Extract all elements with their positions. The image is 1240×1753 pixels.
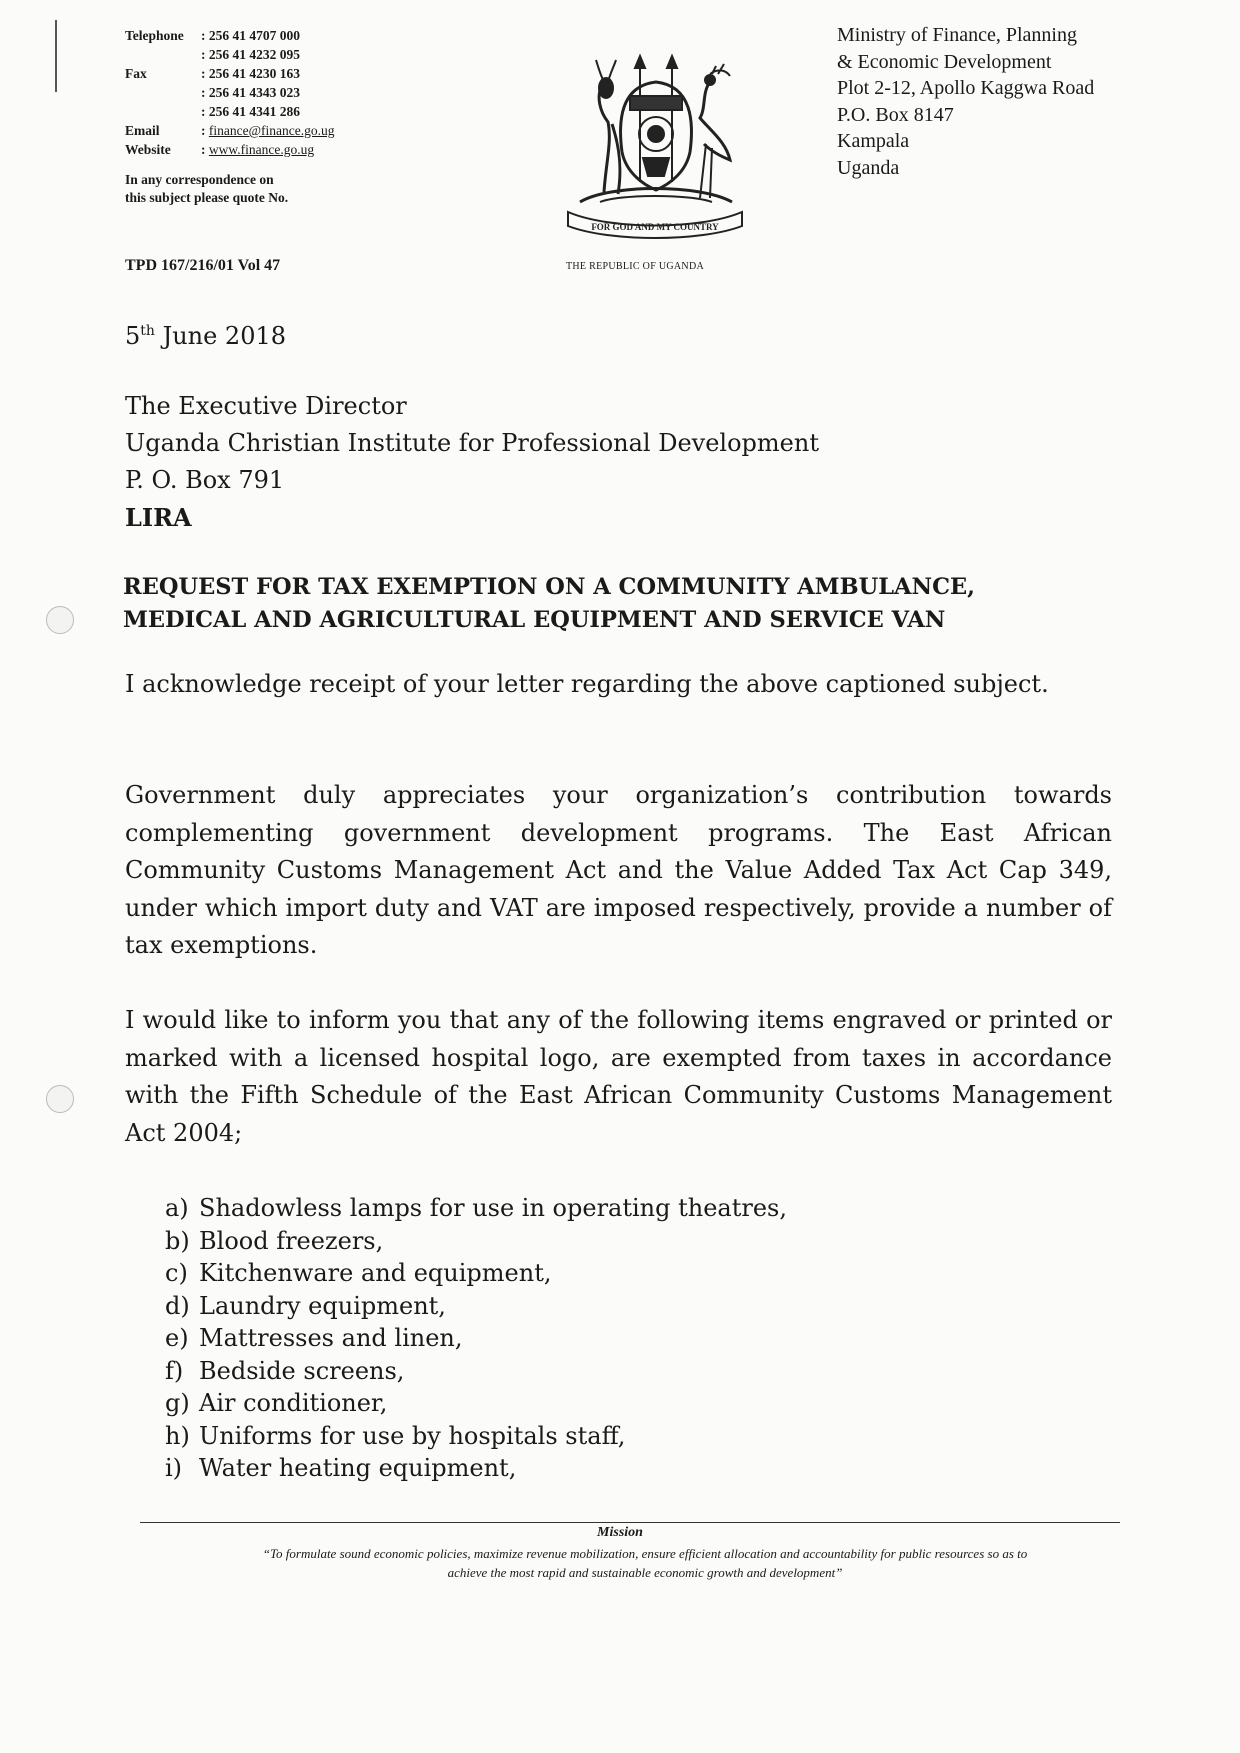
body-paragraph: I acknowledge receipt of your letter regarding the above captioned subject.: [125, 670, 1049, 698]
contact-row: [125, 45, 335, 64]
list-item-label: a): [165, 1194, 189, 1222]
exempt-items-list: [165, 1192, 787, 1485]
scan-edge-mark: [55, 20, 57, 92]
list-item-label: i): [165, 1454, 183, 1482]
list-item-label: f): [165, 1356, 184, 1385]
mission-line: “To formulate sound economic policies, maximize revenue mobilization, ensure efficient allocation and accountability for public resources so as to: [262, 1546, 1028, 1561]
list-item-label: h): [165, 1421, 190, 1450]
website-link[interactable]: www.finance.go.ug: [208, 142, 315, 157]
mission-heading: Mission: [597, 1525, 643, 1540]
list-item: [165, 1192, 787, 1225]
reference-number: TPD 167/216/01 Vol 47: [125, 257, 281, 274]
list-item-text: Blood freezers,: [199, 1226, 384, 1255]
list-item-text: Air conditioner,: [199, 1389, 388, 1417]
contact-label: [125, 83, 201, 102]
letter-date: [125, 322, 286, 350]
contact-block: [125, 26, 335, 207]
date-suffix: th: [140, 323, 155, 339]
footer-divider: [140, 1522, 1120, 1523]
letter-subject: [123, 571, 1128, 637]
subject-line: REQUEST FOR TAX EXEMPTION ON A COMMUNITY AMBULANCE,: [123, 574, 975, 600]
addressee-block: [125, 388, 819, 536]
list-item-label: b): [165, 1226, 190, 1255]
punch-hole: [46, 1085, 74, 1113]
contact-row: [125, 102, 335, 121]
list-item-label: c): [165, 1259, 188, 1287]
contact-row: [125, 83, 335, 102]
ministry-address: [837, 22, 1094, 181]
crest-caption: THE REPUBLIC OF UGANDA: [566, 261, 704, 272]
list-item: [165, 1322, 787, 1355]
address-line: P.O. Box 8147: [837, 103, 954, 126]
list-item-label: e): [165, 1324, 189, 1352]
list-item: [165, 1452, 787, 1485]
list-item-text: Mattresses and linen,: [199, 1324, 463, 1352]
address-line: Ministry of Finance, Planning: [837, 24, 1077, 46]
list-item-text: Shadowless lamps for use in operating theatres,: [199, 1194, 787, 1222]
mission-statement: [150, 1544, 1140, 1582]
body-paragraph: Government duly appreciates your organization’s contribution towards complementing government development programs. The East African Community Customs Management Act and the Value Added Tax Act Cap 349, under which import duty and VAT are imposed respectively, provide a number of tax exemptions.: [125, 781, 1112, 959]
contact-value: : 256 41 4230 163: [201, 66, 300, 81]
address-line: & Economic Development: [837, 50, 1052, 73]
contact-row: Email : finance@finance.go.ug: [125, 123, 335, 138]
contact-label: Website: [125, 142, 171, 157]
contact-label: [125, 102, 201, 121]
coat-of-arms-emblem: [560, 52, 750, 242]
list-item-text: Water heating equipment,: [199, 1454, 517, 1482]
contact-label: [125, 45, 201, 64]
list-item: [165, 1420, 787, 1453]
contact-label: Email: [125, 123, 160, 138]
contact-value: : 256 41 4232 095: [201, 47, 300, 62]
contact-row: [125, 64, 335, 83]
list-item: [165, 1290, 787, 1323]
address-line: Plot 2-12, Apollo Kaggwa Road: [837, 77, 1095, 99]
addressee-line: Uganda Christian Institute for Professional Development: [125, 429, 819, 457]
contact-value: : 256 41 4707 000: [201, 28, 300, 43]
list-item-label: d): [165, 1291, 190, 1320]
addressee-line: P. O. Box 791: [125, 466, 285, 494]
list-item-text: Uniforms for use by hospitals staff,: [199, 1421, 626, 1450]
body-paragraph: I would like to inform you that any of the following items engraved or printed or marked with a licensed hospital logo, are exempted from taxes in accordance with the Fifth Schedule of the East African Community Customs Management Act 2004;: [125, 1006, 1112, 1147]
contact-value: : 256 41 4343 023: [201, 85, 300, 100]
list-item: [165, 1257, 787, 1290]
list-item-text: Laundry equipment,: [199, 1291, 446, 1320]
contact-row: Website : www.finance.go.ug: [125, 142, 315, 157]
contact-label: Fax: [125, 66, 147, 81]
contact-label: Telephone: [125, 28, 184, 43]
date-month-year: June 2018: [154, 322, 287, 350]
quote-note-line: In any correspondence on: [125, 172, 274, 187]
list-item: [165, 1225, 787, 1258]
subject-line: MEDICAL AND AGRICULTURAL EQUIPMENT AND SERVICE VAN: [123, 607, 946, 633]
addressee-line: The Executive Director: [125, 392, 407, 420]
address-line: Uganda: [837, 156, 900, 179]
list-item-text: Kitchenware and equipment,: [199, 1259, 552, 1287]
quote-note: [125, 171, 335, 207]
list-item-label: g): [165, 1389, 190, 1417]
quote-note-line: this subject please quote No.: [125, 190, 289, 205]
addressee-city: LIRA: [125, 503, 192, 532]
list-item: [165, 1387, 787, 1420]
contact-value: : 256 41 4341 286: [201, 104, 300, 119]
date-day: 5: [125, 322, 141, 350]
list-item-text: Bedside screens,: [199, 1356, 405, 1385]
address-line: Kampala: [837, 130, 910, 152]
crest-motto: FOR GOD AND MY COUNTRY: [591, 222, 719, 232]
punch-hole: [46, 606, 74, 634]
list-item: [165, 1355, 787, 1388]
contact-row: [125, 26, 335, 45]
mission-line: achieve the most rapid and sustainable economic growth and development”: [447, 1565, 843, 1580]
email-link[interactable]: finance@finance.go.ug: [208, 123, 335, 138]
